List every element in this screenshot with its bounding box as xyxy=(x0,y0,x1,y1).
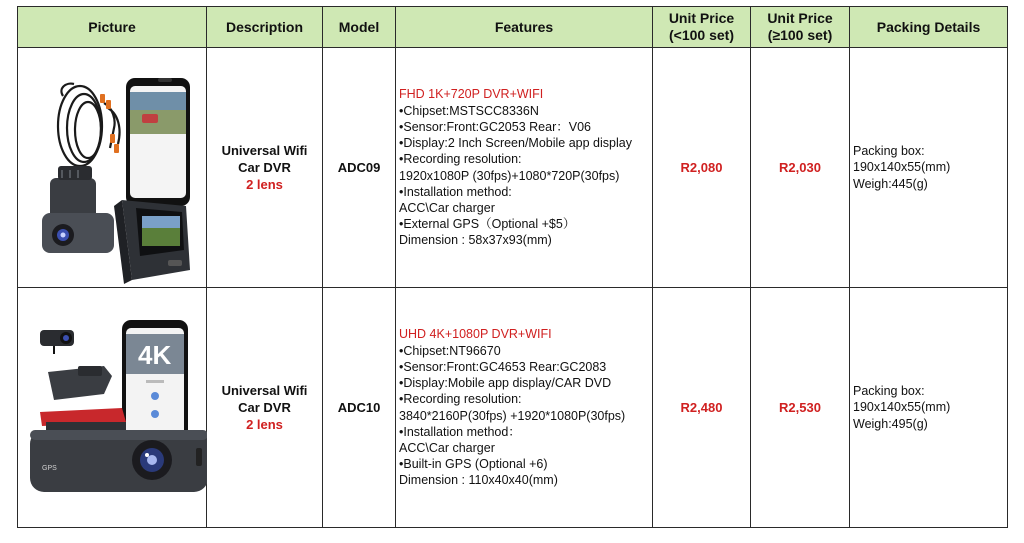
product-model: ADC10 xyxy=(323,288,396,528)
feature-line: 3840*2160P(30fps) +1920*1080P(30fps) xyxy=(399,408,626,423)
product-description xyxy=(207,48,323,288)
header-packing: Packing Details xyxy=(850,7,1008,48)
feature-line: 1920x1080P (30fps)+1080*720P(30fps) xyxy=(399,168,620,183)
lens-count: 2 lens xyxy=(246,177,283,192)
price-ge100: R2,030 xyxy=(751,48,850,288)
feature-line: •Display:2 Inch Screen/Mobile app display xyxy=(399,136,632,151)
feature-line: •Display:Mobile app display/CAR DVD xyxy=(399,376,612,391)
header-description: Description xyxy=(207,7,323,48)
header-unit-price-lt100 xyxy=(653,7,751,48)
lens-count: 2 lens xyxy=(246,417,283,432)
feature-line: •Sensor:Front:GC4653 Rear:GC2083 xyxy=(399,359,607,374)
packing-line: Packing box: xyxy=(853,384,925,399)
product-description xyxy=(207,288,323,528)
product-picture xyxy=(18,288,207,528)
product-features xyxy=(396,48,653,288)
body-label: GPS xyxy=(42,465,57,472)
header-unit-price-lt100-line1: Unit Price xyxy=(668,10,735,26)
feature-line: Dimension : 58x37x93(mm) xyxy=(399,233,552,248)
table-row xyxy=(18,48,1008,288)
feature-line: Dimension : 110x40x40(mm) xyxy=(399,473,558,488)
feature-line: •Chipset:NT96670 xyxy=(399,343,501,358)
feature-line: •Sensor:Front:GC2053 Rear：V06 xyxy=(399,119,591,134)
feature-line: ACC\Car charger xyxy=(399,440,495,455)
packing-line: Packing box: xyxy=(853,144,925,159)
header-row xyxy=(18,7,1008,48)
feature-line: •Recording resolution: xyxy=(399,152,522,167)
header-unit-price-ge100-line1: Unit Price xyxy=(767,10,833,26)
feature-title: FHD 1K+720P DVR+WIFI xyxy=(399,87,544,102)
feature-title: UHD 4K+1080P DVR+WIFI xyxy=(399,327,552,342)
feature-line: •Chipset:MSTSCC8336N xyxy=(399,103,539,118)
price-lt100: R2,080 xyxy=(653,48,751,288)
dashcam-with-phone-icon xyxy=(18,48,207,287)
packing-line: Weigh:495(g) xyxy=(853,416,928,431)
header-unit-price-lt100-line2: (<100 set) xyxy=(669,27,734,43)
price-lt100: R2,480 xyxy=(653,288,751,528)
table-row xyxy=(18,288,1008,528)
packing-line: 190x140x55(mm) xyxy=(853,400,951,415)
product-features xyxy=(396,288,653,528)
screen-badge: 4K xyxy=(138,340,172,370)
feature-line: ACC\Car charger xyxy=(399,200,495,215)
product-table xyxy=(17,6,1008,528)
feature-line: •Built-in GPS (Optional +6) xyxy=(399,457,548,472)
feature-line: •Installation method： xyxy=(399,424,521,439)
packing-details xyxy=(850,288,1008,528)
packing-line: 190x140x55(mm) xyxy=(853,160,951,175)
header-unit-price-ge100-line2: (≥100 set) xyxy=(767,27,833,43)
feature-line: •External GPS（Optional +$5） xyxy=(399,217,576,232)
description-line1: Universal Wifi xyxy=(221,383,308,398)
product-model: ADC09 xyxy=(323,48,396,288)
4k-dashcam-with-phone-icon xyxy=(18,288,207,527)
feature-line: •Recording resolution: xyxy=(399,392,522,407)
product-picture xyxy=(18,48,207,288)
description-line2: Car DVR xyxy=(238,160,291,175)
price-ge100: R2,530 xyxy=(751,288,850,528)
packing-details xyxy=(850,48,1008,288)
header-picture: Picture xyxy=(18,7,207,48)
feature-line: •Installation method: xyxy=(399,184,512,199)
description-line1: Universal Wifi xyxy=(221,143,308,158)
header-features: Features xyxy=(396,7,653,48)
header-model: Model xyxy=(323,7,396,48)
description-line2: Car DVR xyxy=(238,400,291,415)
header-unit-price-ge100 xyxy=(751,7,850,48)
packing-line: Weigh:445(g) xyxy=(853,176,928,191)
